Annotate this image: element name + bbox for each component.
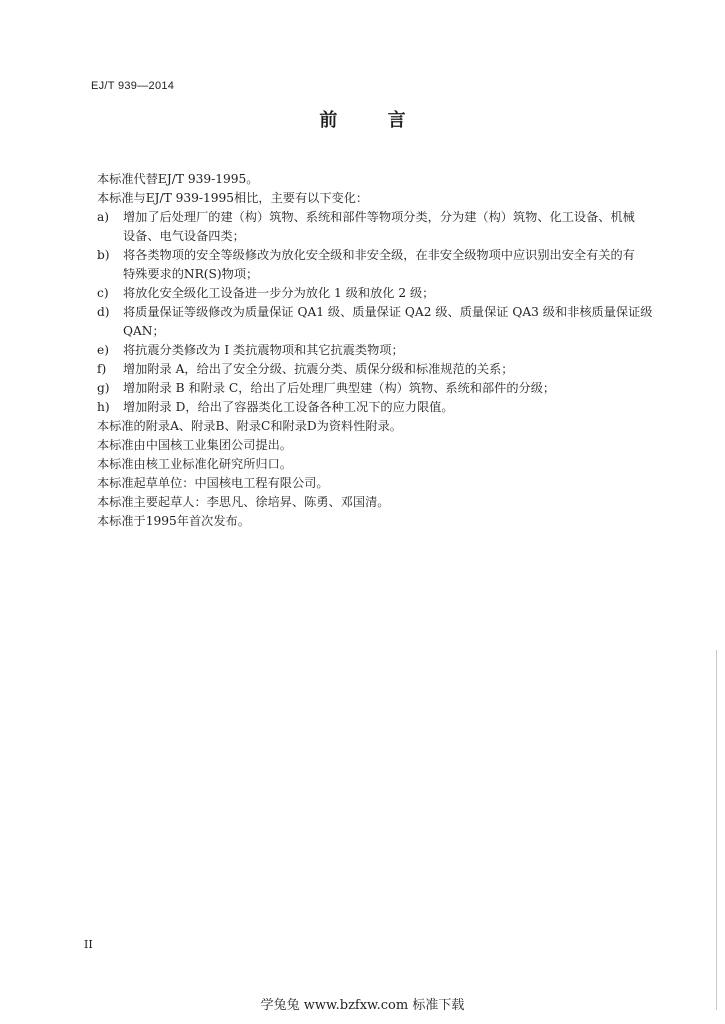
intro-line: 本标准与EJ/T 939-1995相比，主要有以下变化：: [97, 191, 369, 205]
change-item-b: [97, 246, 667, 284]
item-label: d): [97, 305, 110, 319]
item-line: 将各类物项的安全等级修改为放化安全级和非安全级，在非安全级物项中应识别出安全有关的有: [123, 248, 635, 262]
item-line: 将质量保证等级修改为质量保证 QA1 级、质量保证 QA2 级、质量保证 QA3 级和非核质量保证级: [123, 305, 653, 319]
change-item-d: [97, 303, 667, 341]
intro-line: 本标准代替EJ/T 939-1995。: [97, 172, 259, 186]
item-label: c): [97, 286, 109, 300]
change-item-a: [97, 208, 667, 246]
scan-edge-line: [716, 650, 717, 1010]
foreword-body: [97, 170, 667, 531]
item-text: [123, 379, 667, 398]
change-item-c: [97, 284, 667, 303]
change-item-g: [97, 379, 667, 398]
closing-line: 本标准主要起草人：李思凡、徐培昇、陈勇、邓国清。: [97, 495, 390, 509]
page-number: II: [84, 938, 93, 951]
item-line: 增加附录 D，给出了容器类化工设备各种工况下的应力限值。: [123, 400, 454, 414]
item-label: a): [97, 210, 110, 224]
closing-line: 本标准的附录A、附录B、附录C和附录D为资料性附录。: [97, 419, 402, 433]
change-item-f: [97, 360, 667, 379]
item-text: [123, 341, 667, 360]
closing-line: 本标准于1995年首次发布。: [97, 514, 250, 528]
item-text: [123, 284, 667, 303]
document-code: EJ/T 939—2014: [91, 80, 175, 92]
closing-line: 本标准由中国核工业集团公司提出。: [97, 438, 292, 452]
closing-line: 本标准起草单位：中国核电工程有限公司。: [97, 476, 329, 490]
item-line: 特殊要求的NR(S)物项；: [123, 267, 259, 281]
page-title: 前 言: [319, 110, 428, 131]
item-line: 增加附录 B 和附录 C，给出了后处理厂典型建（构）筑物、系统和部件的分级；: [123, 381, 556, 395]
item-line: 设备、电气设备四类；: [123, 229, 245, 243]
item-text: [123, 303, 667, 341]
change-item-h: [97, 398, 667, 417]
item-label: h): [97, 400, 110, 414]
item-text: [123, 246, 667, 284]
item-text: [123, 360, 667, 379]
item-text: [123, 398, 667, 417]
item-line: QAN；: [123, 324, 165, 338]
item-text: [123, 208, 667, 246]
item-label: f): [97, 362, 107, 376]
item-line: 将抗震分类修改为 I 类抗震物项和其它抗震类物项；: [123, 343, 404, 357]
footer-watermark: 学兔兔 www.bzfxw.com 标准下载: [260, 998, 465, 1013]
item-label: b): [97, 248, 110, 262]
closing-line: 本标准由核工业标准化研究所归口。: [97, 457, 292, 471]
item-label: e): [97, 343, 109, 357]
change-item-e: [97, 341, 667, 360]
item-label: g): [97, 381, 110, 395]
item-line: 将放化安全级化工设备进一步分为放化 1 级和放化 2 级；: [123, 286, 435, 300]
item-line: 增加附录 A，给出了安全分级、抗震分类、质保分级和标准规范的关系；: [123, 362, 514, 376]
item-line: 增加了后处理厂的建（构）筑物、系统和部件等物项分类，分为建（构）筑物、化工设备、机械: [123, 210, 635, 224]
